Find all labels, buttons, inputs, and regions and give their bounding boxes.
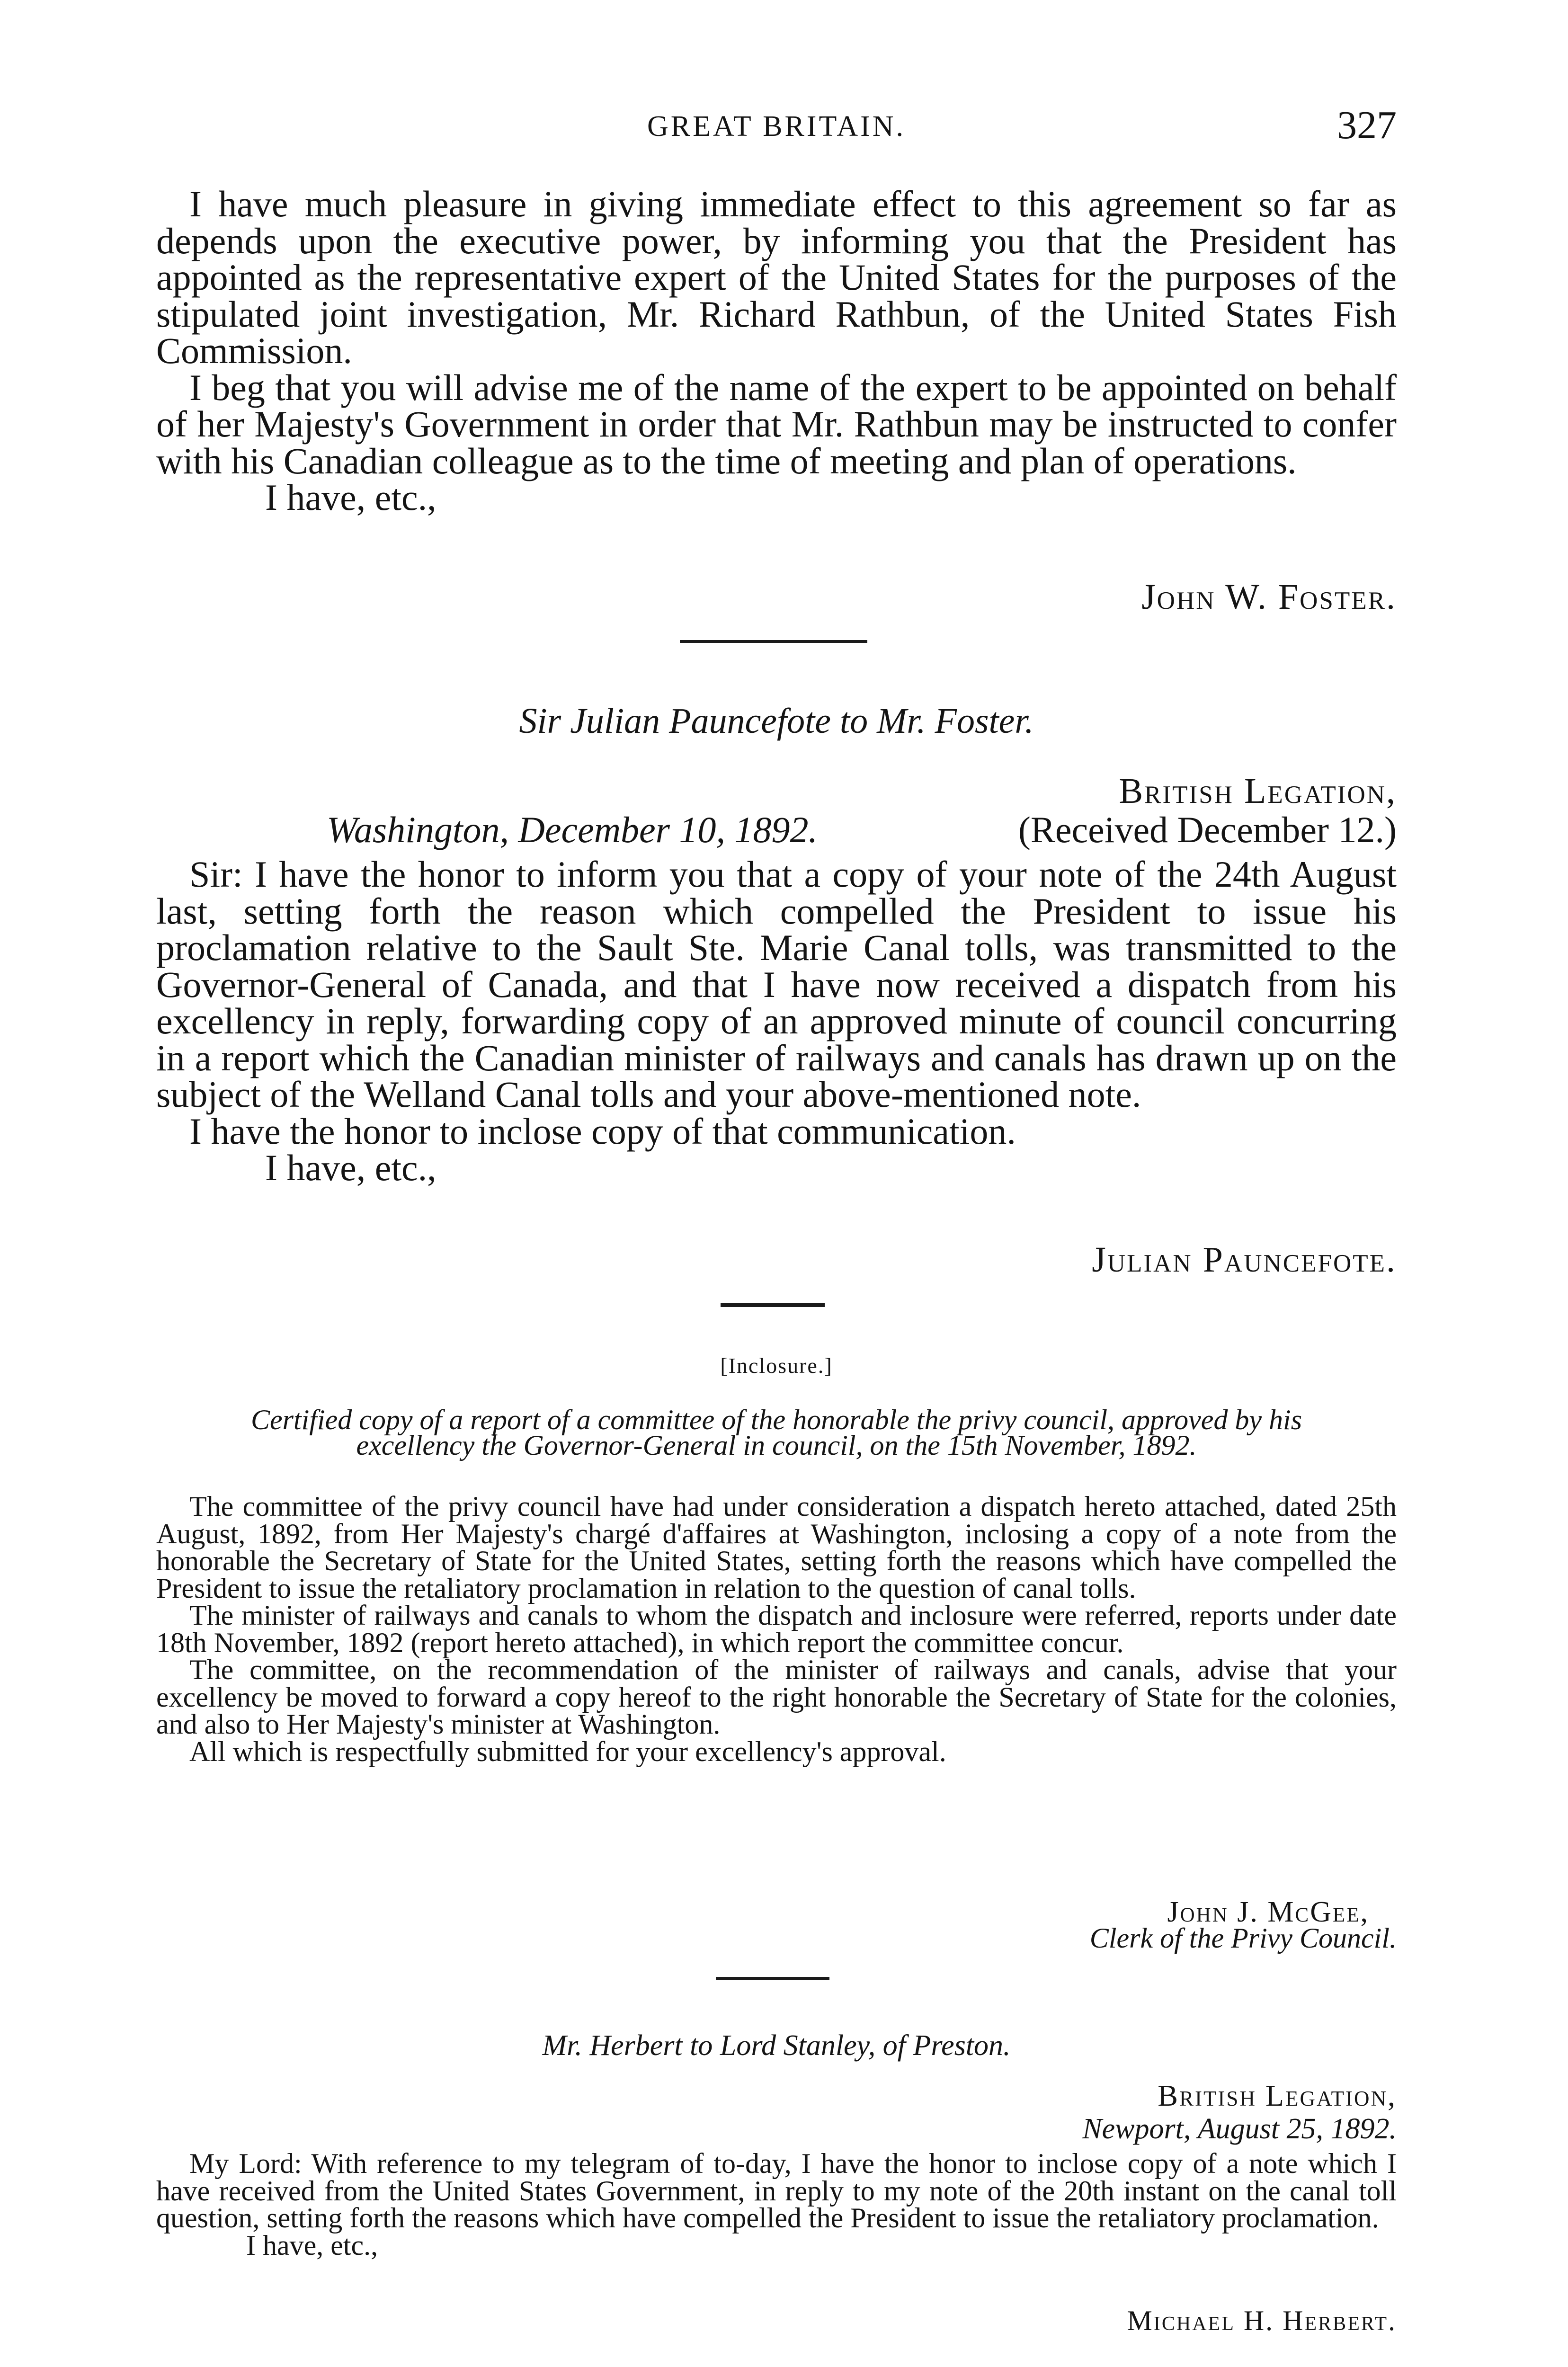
paragraph: I have much pleasure in giving immediate effect to this agreement so far as depends upon the executive power, by informing you that the President has appointed as the representative expert of the United States for the purposes of the stipulated joint investigation, Mr. Richard Rathbun, of the United States Fish Commission. xyxy=(156,183,1397,371)
inclosure-label: [Inclosure.] xyxy=(720,1353,833,1378)
paragraph: The minister of railways and canals to whom the dispatch and inclosure were referred, reports under date 18th November, 1892 (report hereto attached), in which report the committee concur. xyxy=(156,1600,1397,1658)
section-divider xyxy=(721,1303,825,1307)
inclosure-caption: Certified copy of a report of a committee of the honorable the privy council, approved by his excellency the Governor-General in council, on the 15th November, 1892. xyxy=(250,1404,1302,1461)
received-date: (Received December 12.) xyxy=(1018,809,1397,850)
letter-heading: Mr. Herbert to Lord Stanley, of Preston. xyxy=(542,2029,1011,2062)
closing: I have, etc., xyxy=(265,477,437,518)
dateline xyxy=(156,809,1397,848)
letter-heading: Sir Julian Pauncefote to Mr. Foster. xyxy=(519,701,1034,741)
sender-address: British Legation, xyxy=(1119,771,1397,811)
signature-herbert: Michael H. Herbert. xyxy=(1127,2305,1397,2336)
paragraph: My Lord: With reference to my telegram of to-day, I have the honor to inclose copy of a note which I have received from the United States Government, in reply to my note of the 20th instant on the canal toll question, setting forth the reasons which have compelled the President to issue the retaliatory proclamation. xyxy=(156,2148,1397,2234)
page-number: 327 xyxy=(1337,103,1397,147)
place-date: Washington, December 10, 1892. xyxy=(327,809,818,850)
section-divider xyxy=(716,1977,829,1980)
paragraph: The committee of the privy council have had under consideration a dispatch hereto attached, dated 25th August, 1892, from Her Majesty's chargé d'affaires at Washington, inclosing a copy of a note from the honorable the Secretary of State for the United States, setting forth the reasons which have compelled the President to issue the retaliatory proclamation in relation to the question of canal tolls. xyxy=(156,1491,1397,1604)
pauncefote-letter-body xyxy=(156,856,1397,1186)
signature-pauncefote: Julian Pauncefote. xyxy=(1092,1240,1397,1280)
paragraph: Sir: I have the honor to inform you that a copy of your note of the 24th August last, setting forth the reason which compelled the President to issue his proclamation relative to the Sault Ste. Marie Canal tolls, was transmitted to the Governor-General of Canada, and that I have now received a dispatch from his excellency in reply, forwarding copy of an approved minute of council concurring in a report which the Canadian minister of railways and canals has drawn up on the subject of the Welland Canal tolls and your above-mentioned note. xyxy=(156,854,1397,1115)
place-date: Newport, August 25, 1892. xyxy=(1082,2113,1397,2145)
closing: I have, etc., xyxy=(265,1147,437,1188)
foster-letter-body xyxy=(156,183,1397,518)
sender-address: British Legation, xyxy=(1158,2079,1397,2112)
section-divider xyxy=(680,640,867,643)
paragraph: I beg that you will advise me of the name of the expert to be appointed on behalf of her Majesty's Government in order that Mr. Rathbun may be instructed to confer with his Canadian colleague as to the time of meeting and plan of operations. xyxy=(156,366,1397,481)
inclosure-body xyxy=(156,1493,1397,1765)
paragraph: The committee, on the recommendation of the minister of railways and canals, advise that your excellency be moved to forward a copy hereof to the right honorable the Secretary of State for the colonies, and also to Her Majesty's minister at Washington. xyxy=(156,1654,1397,1740)
signature-mcgee: John J. McGee, xyxy=(1167,1896,1369,1928)
page-header xyxy=(156,103,1397,157)
running-head: GREAT BRITAIN. xyxy=(647,110,906,142)
herbert-letter-body xyxy=(156,2150,1397,2259)
signature-foster: John W. Foster. xyxy=(1141,577,1397,617)
paragraph: I have the honor to inclose copy of that communication. xyxy=(189,1110,1016,1152)
closing: I have, etc., xyxy=(246,2229,378,2261)
paragraph: All which is respectfully submitted for your excellency's approval. xyxy=(189,1735,946,1767)
signature-title: Clerk of the Privy Council. xyxy=(1089,1922,1397,1954)
